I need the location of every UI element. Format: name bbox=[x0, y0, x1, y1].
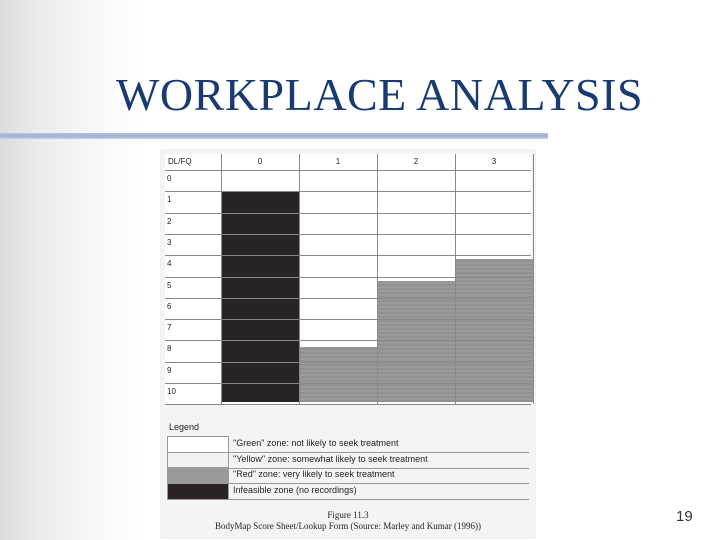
corner-label: DL/FQ bbox=[168, 157, 192, 166]
grid-hline bbox=[165, 319, 531, 320]
grid-hline bbox=[165, 298, 531, 299]
grid-hline bbox=[165, 383, 531, 384]
legend-swatch-red bbox=[167, 467, 229, 484]
grid-vline bbox=[221, 154, 222, 404]
grid-hline bbox=[165, 340, 531, 341]
figure-caption-number: Figure 11.3 bbox=[327, 510, 369, 520]
zone-infeasible-col-0 bbox=[221, 191, 299, 402]
column-header-3: 3 bbox=[491, 157, 497, 166]
grid-hline bbox=[165, 277, 531, 278]
grid-vline bbox=[455, 154, 456, 404]
row-label-0: 0 bbox=[167, 174, 172, 183]
legend-label-yellow: "Yellow" zone: somewhat likely to seek treatment bbox=[233, 453, 428, 464]
legend-swatch-infeasible bbox=[167, 483, 229, 500]
row-label-5: 5 bbox=[167, 280, 172, 290]
zone-red-col-3 bbox=[455, 259, 533, 402]
grid-vline bbox=[377, 154, 378, 404]
zone-red-col-2 bbox=[377, 281, 455, 403]
scanned-figure bbox=[161, 150, 535, 538]
grid-hline bbox=[165, 170, 531, 171]
grid-hline bbox=[165, 362, 531, 363]
row-label-2: 2 bbox=[167, 216, 172, 226]
grid-hline bbox=[165, 234, 531, 235]
row-label-7: 7 bbox=[167, 323, 172, 333]
zone-red-col-1 bbox=[299, 347, 377, 403]
legend-label-red: "Red" zone: very likely to seek treatment bbox=[233, 469, 395, 479]
figure-caption-text: BodyMap Score Sheet/Lookup Form (Source: Marley and Kumar (1996)) bbox=[215, 521, 481, 531]
grid-hline bbox=[165, 255, 531, 256]
legend-swatch-yellow bbox=[167, 452, 229, 469]
legend-divider bbox=[167, 499, 529, 500]
row-label-1: 1 bbox=[167, 195, 172, 205]
row-label-10: 10 bbox=[167, 387, 176, 396]
page-number: 19 bbox=[676, 508, 693, 525]
row-label-9: 9 bbox=[167, 365, 172, 375]
grid-hline bbox=[165, 191, 531, 192]
legend-title: Legend bbox=[169, 422, 200, 432]
legend-swatch-green bbox=[167, 436, 229, 453]
grid-vline bbox=[533, 154, 534, 404]
grid-hline bbox=[165, 213, 531, 214]
slide-title: WORKPLACE ANALYSIS bbox=[116, 69, 644, 120]
row-label-6: 6 bbox=[167, 301, 172, 311]
legend-label-green: "Green" zone: not likely to seek treatment bbox=[233, 438, 399, 448]
grid-vline bbox=[299, 154, 300, 404]
row-label-3: 3 bbox=[167, 237, 172, 247]
column-header-0: 0 bbox=[257, 157, 263, 166]
bodymap-grid bbox=[165, 154, 531, 404]
row-label-4: 4 bbox=[167, 259, 172, 269]
title-underline bbox=[0, 133, 548, 139]
column-header-2: 2 bbox=[413, 157, 419, 166]
grid-hline bbox=[165, 404, 531, 405]
legend-label-infeasible: Infeasible zone (no recordings) bbox=[233, 484, 357, 495]
column-header-1: 1 bbox=[335, 157, 341, 166]
row-label-8: 8 bbox=[167, 344, 172, 354]
